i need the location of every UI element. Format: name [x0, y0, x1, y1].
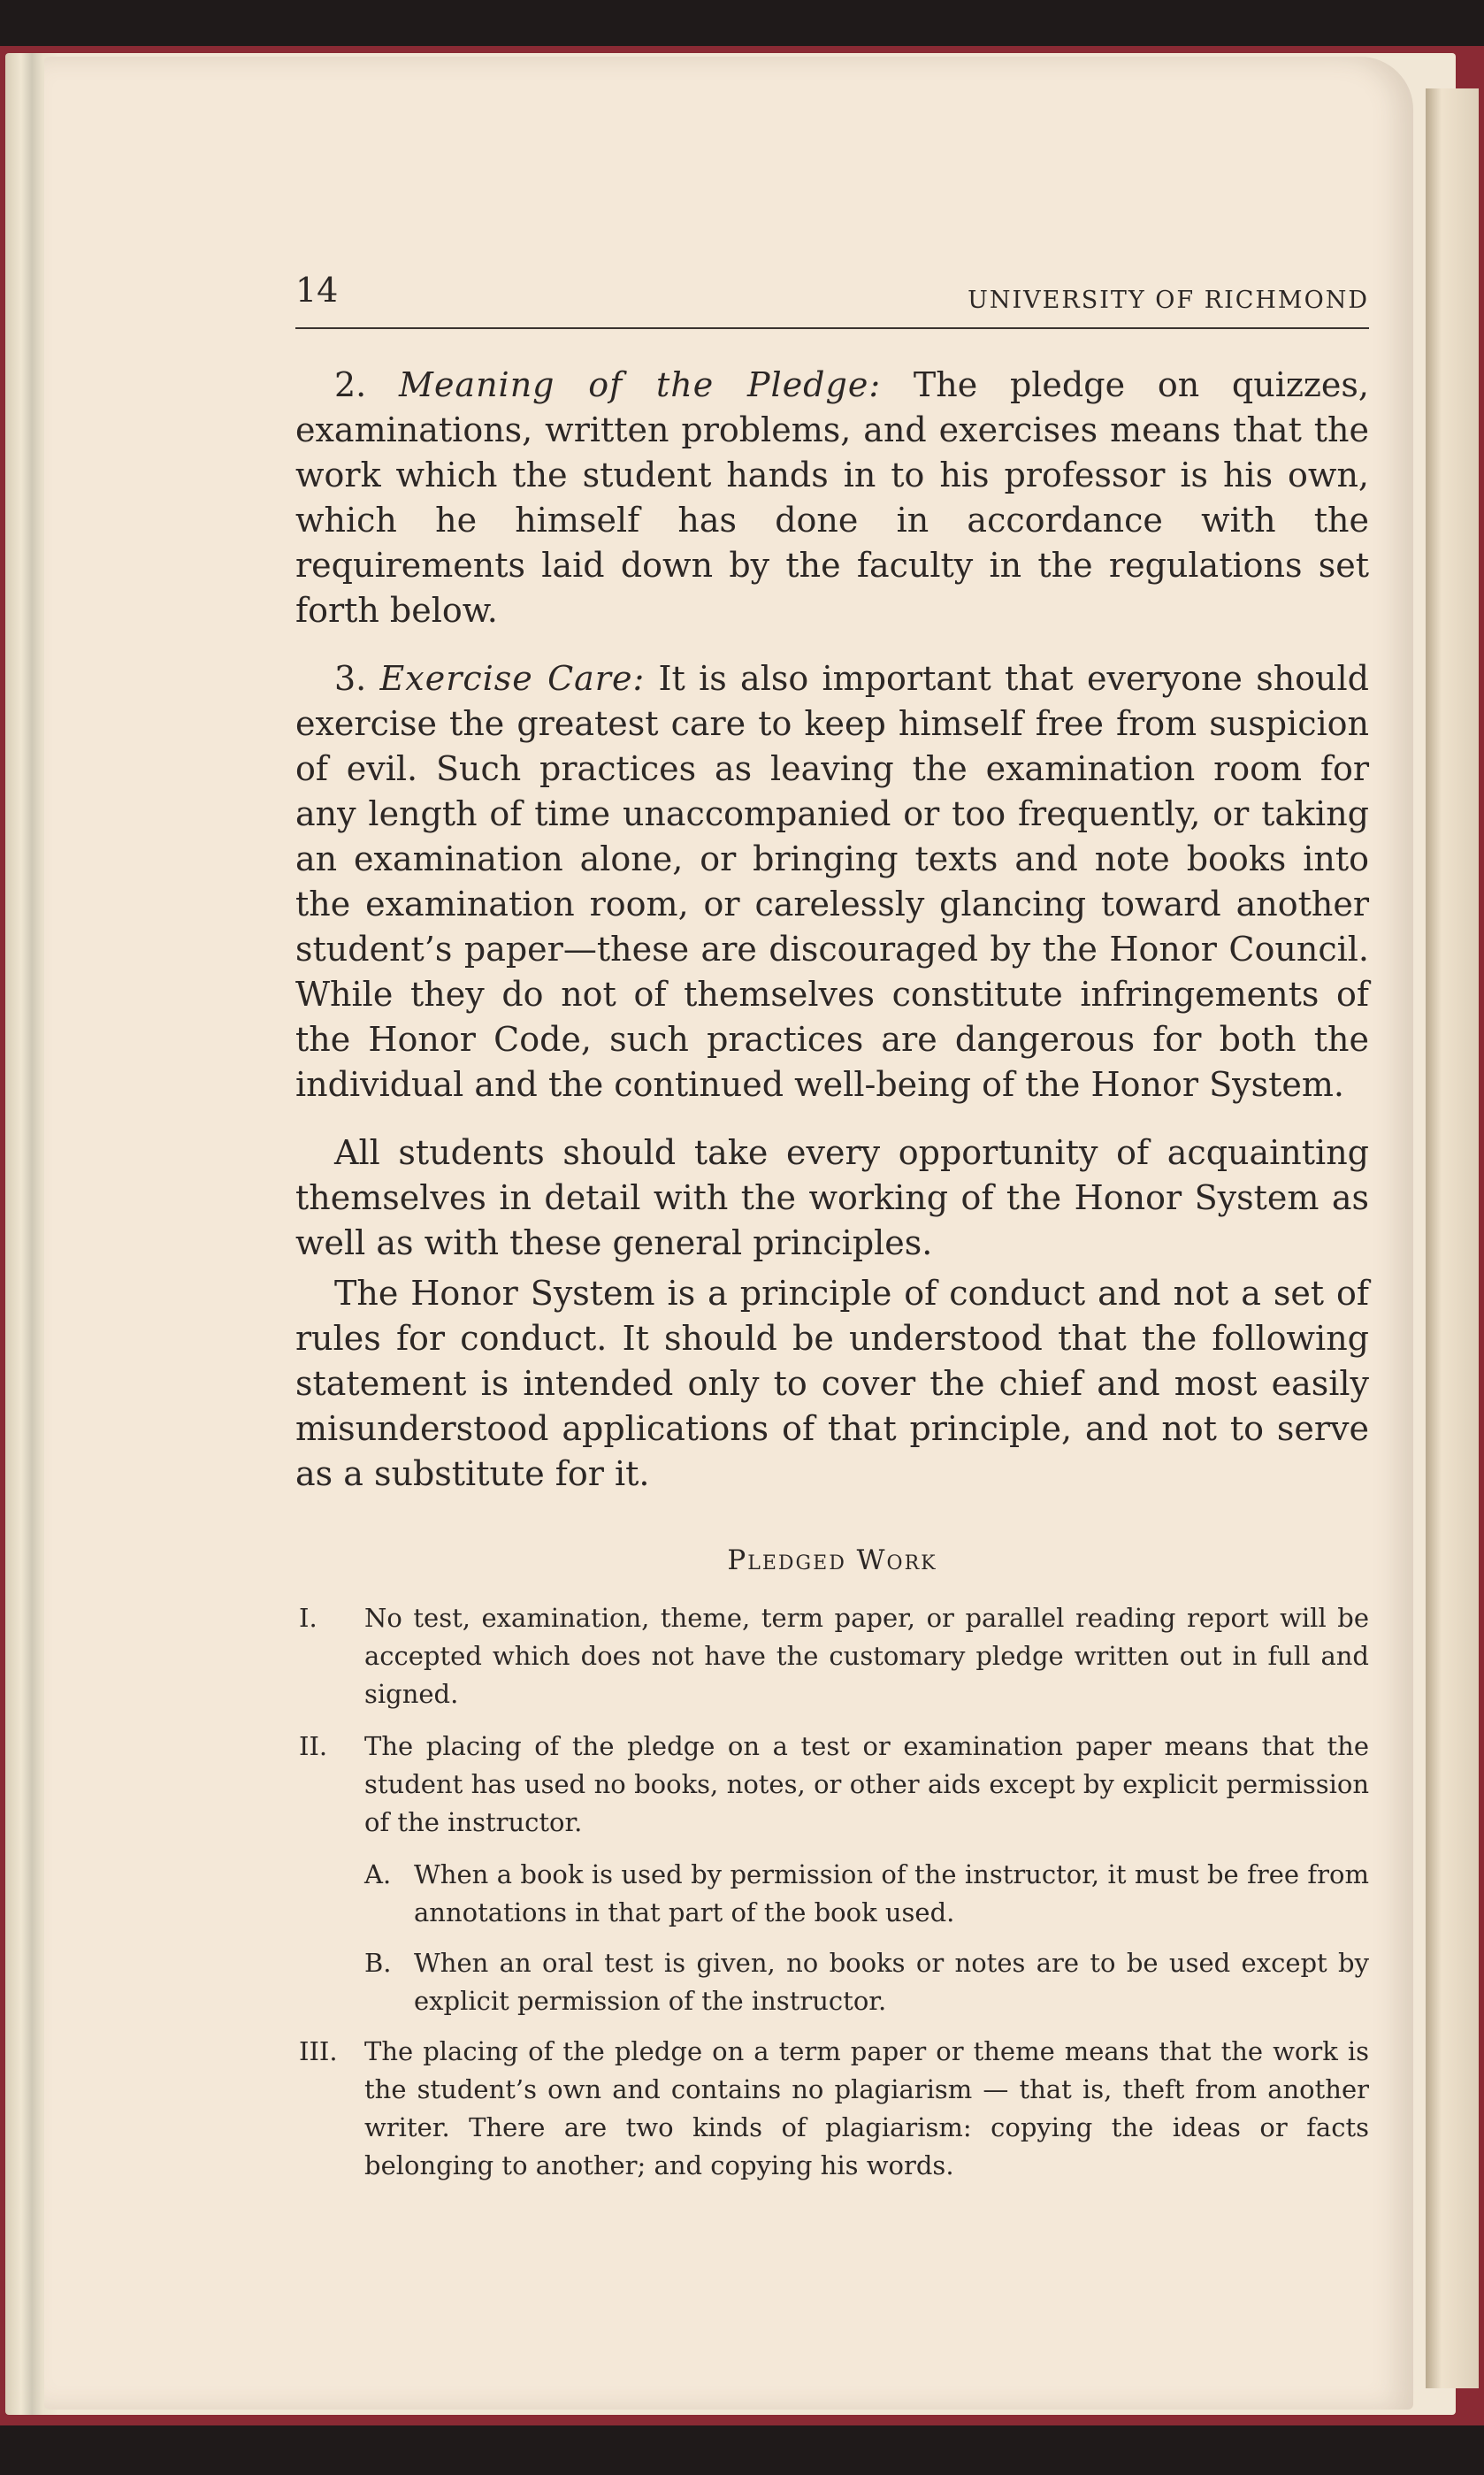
list-number: I. [299, 1603, 317, 1633]
page-number: 14 [295, 271, 339, 310]
list-text: When an oral test is given, no books or notes are to be used except by explicit permission of the instructor. [414, 1948, 1369, 2016]
list-item-ii-a [295, 1856, 1369, 1932]
paragraph-meaning-of-pledge [295, 363, 1369, 633]
next-page-edge [1426, 88, 1479, 2388]
list-item-iii [295, 2033, 1369, 2185]
paragraph-heading: Exercise Care: [379, 659, 646, 698]
list-text: When a book is used by permission of the instructor, it must be free from annotations in that part of the book used. [414, 1859, 1369, 1927]
list-number: A. [364, 1859, 392, 1889]
list-number: III. [299, 2036, 338, 2066]
page-body [295, 363, 1369, 2199]
paragraph-text: It is also important that everyone should exercise the greatest care to keep himself free from suspicion of evil. Such practices as leaving the examination room for any length of time unaccompanied or too frequently, or taking an examination alone, or bringing texts and note books into the examination room, or carelessly glancing toward another student’s paper—these are discouraged by the Honor Council. While they do not of themselves constitute infringements of the Honor Code, such practices are dangerous for both the individual and the continued well-being of the Honor System. [295, 659, 1369, 1104]
paragraph-number: 2. [334, 365, 400, 404]
paragraph-number: 3. [334, 659, 380, 698]
list-number: II. [299, 1731, 328, 1761]
list-item-ii-b [295, 1944, 1369, 2020]
list-item-ii [295, 1728, 1369, 1842]
list-item-i [295, 1599, 1369, 1713]
section-heading-pledged-work: Pledged Work [727, 1544, 937, 1576]
paragraph-text: The pledge on quizzes, examinations, written problems, and exercises means that the work which the student hands in to his professor is his own, which he himself has done in accordance with the requirements laid down by the faculty in the regulations set forth below. [295, 365, 1369, 630]
paragraph-all-students: All students should take every opportunity of acquainting themselves in detail with the working of the Honor System as well as with these general principles. [295, 1133, 1369, 1262]
list-number: B. [364, 1948, 392, 1978]
running-head-title: UNIVERSITY OF RICHMOND [968, 287, 1369, 314]
paragraph-honor-system: The Honor System is a principle of conduct and not a set of rules for conduct. It should be understood that the following statement is intended only to cover the chief and most easily misunderstood applications of that principle, and not to serve as a substitute for it. [295, 1274, 1369, 1493]
list-text: No test, examination, theme, term paper, or parallel reading report will be accepted which does not have the customary pledge written out in full and signed. [364, 1603, 1369, 1709]
list-text: The placing of the pledge on a test or examination paper means that the student has used no books, notes, or other aids except by explicit permission of the instructor. [364, 1731, 1369, 1837]
paragraph-exercise-care [295, 656, 1369, 1107]
running-head [295, 265, 1369, 329]
list-text: The placing of the pledge on a term paper or theme means that the work is the student’s own and contains no plagiarism — that is, theft from another writer. There are two kinds of plagiarism: copying the ideas or facts belonging to another; and copying his words. [364, 2036, 1369, 2180]
paragraph-heading: Meaning of the Pledge: [399, 365, 882, 404]
